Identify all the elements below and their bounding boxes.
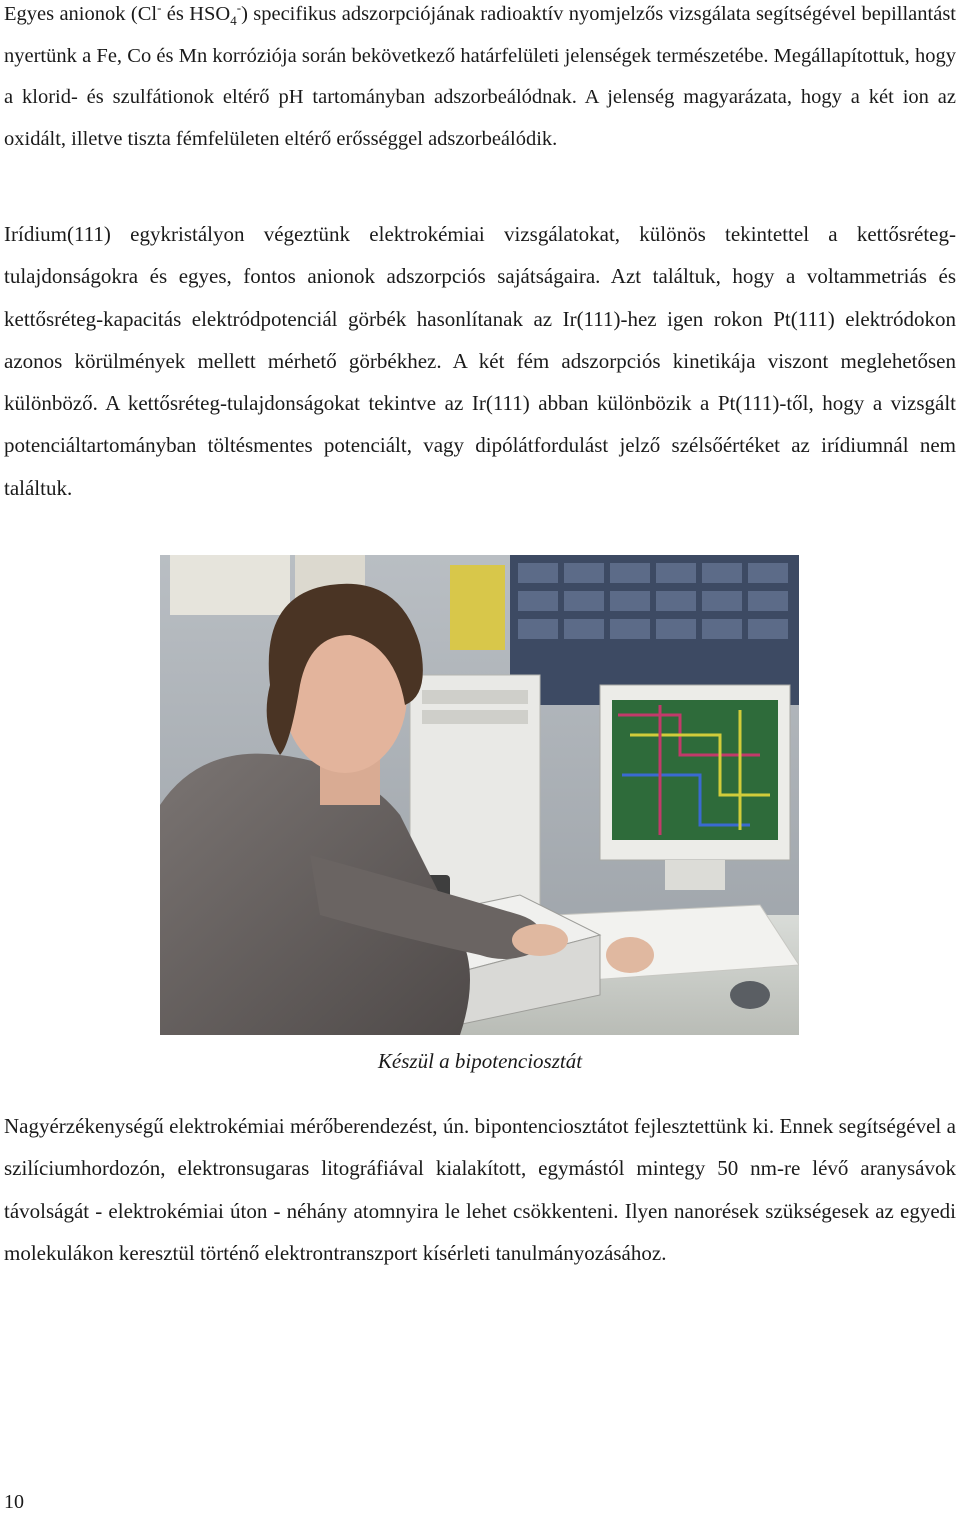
poster-yellow: [450, 565, 505, 650]
lab-photo-illustration: [160, 555, 799, 1035]
chloride-charge-superscript: -: [157, 0, 162, 16]
poster: [170, 555, 290, 615]
pc-drive-bay: [422, 690, 528, 704]
sulfate-subscript: 4: [230, 13, 237, 29]
monitor-screen: [612, 700, 778, 840]
paragraph-iridium-study: Irídium(111) egykristályon végeztünk elektrokémiai vizsgálatokat, különös tekintettel a kettősréteg-tulajdonságokra és egyes, fontos anionok adszorpciós sajátságaira. Azt találtuk, hogy a voltammetriás és kettősréteg-kapacitás elektródpotenciál görbék hasonlítanak az Ir(111)-hez igen rokon Pt(111) elektródokon azonos körülmények mellett mérhető görbékhez. A két fém adszorpciós kinetikája viszont meglehetősen különböző. A kettősréteg-tulajdonságokat tekintve az Ir(111) abban különbözik a Pt(111)-től, hogy a vizsgált potenciáltartományban töltésmentes potenciált, vagy dipólátfordulást jelző szélsőértéket az irídiumnál nem találtuk.: [4, 222, 956, 500]
person-hand: [606, 937, 654, 973]
mouse: [730, 981, 770, 1009]
p1-text-end: ) specifikus adszorpciójának radioaktív nyomjelzős vizsgálata segítségével bepillantást nyertünk a Fe, Co és Mn korróziója során bekövetkező határfelületi jelenségek természetébe. Megállapítottuk, hogy a klorid- és szulfátionok eltérő pH tartományban adszorbeálódnak. A jelenség magyarázata, hogy a két ion az oxidált, illetve tiszta fémfelületen eltérő erősséggel adszorbeálódik.: [4, 3, 956, 150]
lab-photo: [160, 555, 799, 1035]
monitor-stand: [665, 860, 725, 890]
paragraph-anion-adsorption: [4, 0, 956, 160]
pc-drive-bay: [422, 710, 528, 724]
figure-caption: Készül a bipotenciosztát: [377, 1049, 583, 1073]
paragraph-bipotentiostat: Nagyérzékenységű elektrokémiai mérőberendezést, ún. bipontenciosztátot fejlesztettünk ki. Ennek segítségével a szilíciumhordozón, elektronsugaras litográfiával kialakított, egymástól mintegy 50 nm-re lévő aranysávok távolságát - elektrokémiai úton - néhány atomnyira le lehet csökkenteni. Ilyen nanorések szükségesek az egyedi molekulákon keresztül történő elektrontranszport kísérleti tanulmányozásához.: [4, 1114, 956, 1265]
person-hand: [512, 924, 568, 956]
sulfate-charge-superscript: -: [236, 0, 242, 16]
page-number: 10: [4, 1491, 24, 1513]
p1-text-mid: és HSO: [161, 3, 231, 25]
p1-text-start: Egyes anionok (Cl: [4, 3, 158, 25]
